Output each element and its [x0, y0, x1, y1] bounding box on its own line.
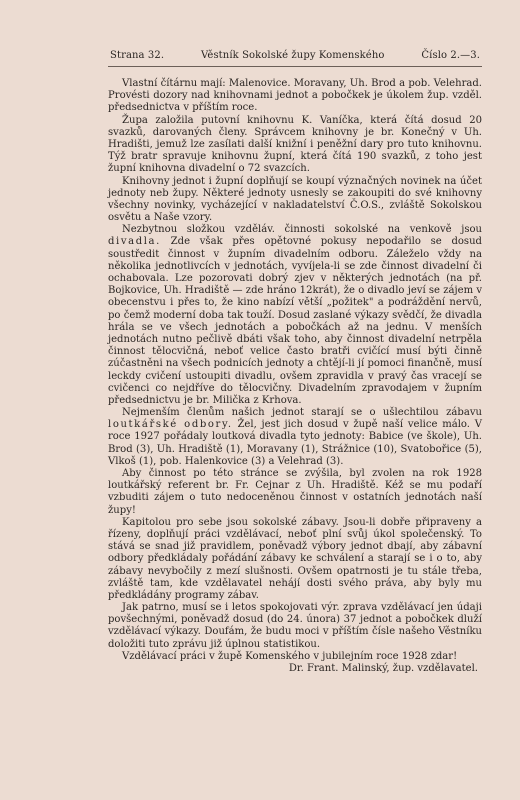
issue-number: Číslo 2.—3. [421, 50, 480, 61]
paragraph-statistics: Jak patrno, musí se i letos spokojovati výr. zprava vzdělávací jen údaji povšechnými, poněvadž dosud (do 24. února) 37 jednot a pobočkek dluží vzdělávací výkazy. Doufám, že budu moci v příštím čísle našeho Věstníku doložiti tuto zprávu již úplnou statistikou. [108, 602, 482, 650]
journal-title: Věstník Sokolské župy Komenského [201, 50, 385, 61]
article-body [108, 78, 482, 675]
page-number: Strana 32. [110, 50, 165, 61]
paragraph-travelling-library: Župa založila putovní knihovnu K. Vaníčka, která čítá dosud 20 svazků, darovaných členy. Správcem knihovny je br. Konečný v Uh. Hradišti, jemuž lze zasílati další knižní i peněžní dary pro tuto knihovnu. Týž bratr spravuje knihovnu župní, která čítá 190 svazků, z toho jest župní knihovna divadelní o 72 svazcích. [108, 114, 482, 175]
emphasis-puppetry: loutkářské odbory. [108, 419, 233, 431]
paragraph-theatre: Nezbytnou složkou vzděláv. činnosti sokolské na venkově jsou divadla. Zde však přes opětovné pokusy nepodařilo se dosud soustředit činnost v župním divadelním odboru. Záleželo vždy na několika jednotlivcích v jednotách, vyvíjela-li se zde činnost divadelní či ochabovala. Lze pozorovati dobrý zjev v některých jednotách (na př. Bojkovice, Uh. Hradiště — zde hráno 12krát), že o divadlo jeví se zájem v obecenstvu i přes to, že kino nabízí větší „požitek" a podráždění nervů, po čemž moderní doba tak touží. Dosud zaslané výkazy svědčí, že divadla hrála se ve všech jednotách a pobočkách až na jednu. V menších jednotách nutno pečlivě dbáti však toho, aby činnost divadelní netrpěla činnost tělocvičná, neboť velice často bratři cvičící musí býti činně zúčastněni na všech podnicích jednoty a chtějí-li jí pomoci finančně, musí leckdy cvičení ustoupiti divadlu, ovšem zpravidla v pravý čas vracejí se cvičenci co nejdříve do tělocvičny. Divadelním zpravodajem v župním předsednictvu je br. Milička z Krhova. [108, 224, 482, 406]
paragraph-closing-wish: Vzdělávací práci v župě Komenského v jubilejním roce 1928 zdar! [122, 650, 458, 662]
paragraph-reading-rooms: Vlastní čítárnu mají: Malenovice. Moravany, Uh. Brod a pob. Velehrad. Provésti dozory nad knihovnami jednot a pobočkek je úkolem žup. vzděl. předsednictva v příštím roce. [108, 78, 482, 114]
emphasis-theatre: divadla. [108, 236, 161, 248]
signature: Dr. Frant. Malinský, žup. vzdělavatel. [288, 663, 478, 674]
paragraph-entertainments: Kapitolou pro sebe jsou sokolské zábavy. Jsou-li dobře připraveny a řízeny, doplňují práci vzdělávací, neboť plní svůj úkol společenský. To stává se snad již pravidlem, poněvadž výbory jednot dbají, aby zábavní odbory předkládaly pořádání zábavy ke schválení a starají se i o to, aby zábavy nevybočily z mezí slušnosti. Ovšem opatrnosti je tu stále třeba, zvláště tam, kde vzdělavatel nehájí dosti svého práva, aby byly mu předkládány programy zábav. [108, 516, 482, 601]
paragraph-puppetry-referent: Aby činnost po této stránce se zvýšila, byl zvolen na rok 1928 loutkářský referent br. Fr. Cejnar z Uh. Hradiště. Kéž se mu podaří vzbuditi zájem o tuto nedoceněnou činnost v ostatních jednotách naší župy! [108, 468, 482, 516]
header-rule [108, 66, 482, 67]
paragraph-library-acquisitions: Knihovny jednot i župní doplňují se koupí význačných novinek na účet jednoty neb župy. Některé jednoty usnesly se zakoupiti do své knihovny všechny novinky, vycházející v nakladatelství Č.O.S., zvláště Sokolskou osvětu a Naše vzory. [108, 175, 482, 224]
page-header [110, 50, 480, 61]
paragraph-puppetry: Nejmenším členům našich jednot starají se o ušlechtilou zábavu loutkářské odbory. Žel, jest jich dosud v župě naší velice málo. V roce 1927 pořádaly loutková divadla tyto jednoty: Babice (ve škole), Uh. Brod (3), Uh. Hradiště (1), Moravany (1), Strážnice (10), Svatobořice (5), Vlkoš (1), pob. Halenkovice (3) a Velehrad (3). [108, 407, 482, 467]
